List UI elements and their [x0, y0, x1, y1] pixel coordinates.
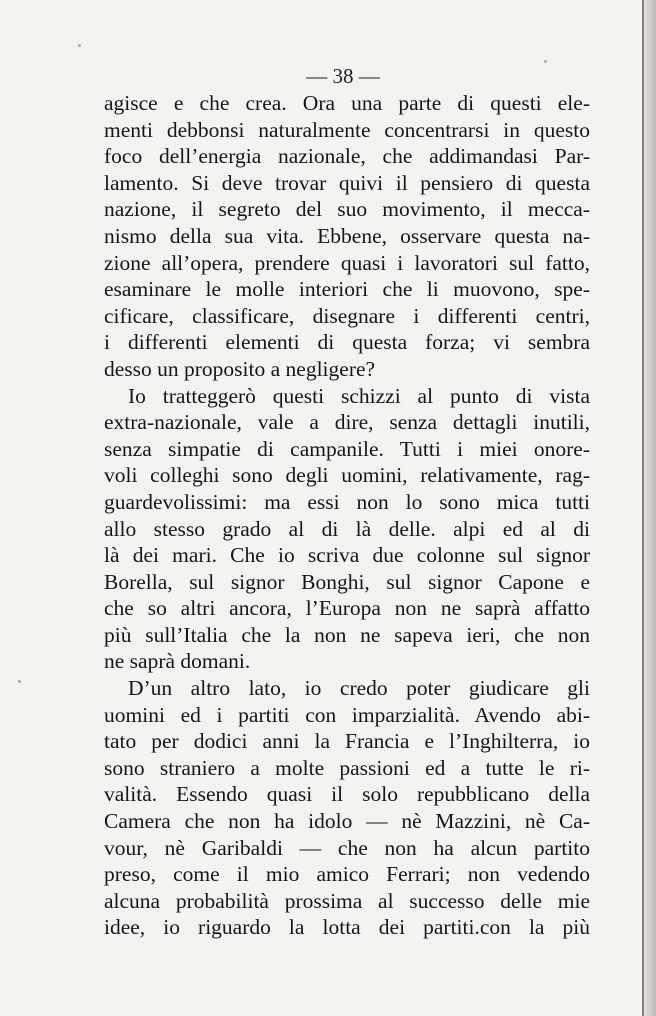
text-line: preso, come il mio amico Ferrari; non vedendo	[104, 862, 590, 887]
text-line: valità. Essendo quasi il solo repubblicano della	[104, 782, 590, 807]
text-line: ne saprà domani.	[104, 649, 251, 674]
body-text	[104, 90, 590, 941]
page-number: — 38 —	[306, 64, 380, 88]
page-edge	[642, 0, 656, 1016]
page-edge-line	[642, 0, 644, 1016]
text-line: nismo della sua vita. Ebbene, osservare questa na-	[104, 223, 590, 248]
text-line: agisce e che crea. Ora una parte di questi ele-	[104, 91, 590, 115]
text-line: vour, nè Garibaldi — che non ha alcun partito	[104, 835, 590, 860]
text-line: nazione, il segreto del suo movimento, il mecca-	[104, 197, 590, 222]
text-line: zione all’opera, prendere quasi i lavoratori sul fatto,	[104, 250, 590, 275]
text-line: sono straniero a molte passioni ed a tutte le ri-	[104, 755, 590, 780]
paper-speck	[544, 60, 547, 63]
text-line: idee, io riguardo la lotta dei partiti.con la più	[104, 915, 590, 940]
text-line: allo stesso grado al di là delle. alpi ed al di	[104, 516, 590, 541]
text-line: i differenti elementi di questa forza; vi sembra	[104, 330, 590, 355]
text-line: extra-nazionale, vale a dire, senza dettagli inutili,	[104, 410, 590, 435]
text-line: più sull’Italia che la non ne sapeva ieri, che non	[104, 622, 590, 647]
text-line: D’un altro lato, io credo poter giudicare gli	[128, 676, 590, 701]
paper-speck	[18, 680, 21, 683]
text-line: desso un proposito a negligere?	[104, 356, 376, 381]
text-line: Camera che non ha idolo — nè Mazzini, nè Ca-	[104, 809, 590, 834]
text-line: uomini ed i partiti con imparzialità. Avendo abi-	[104, 702, 590, 727]
text-line: foco dell’energia nazionale, che addimandasi Par-	[104, 144, 590, 169]
text-line: là dei mari. Che io scriva due colonne sul signor	[104, 543, 590, 568]
text-line: cificare, classificare, disegnare i differenti centri,	[104, 303, 590, 328]
text-line: guardevolissimi: ma essi non lo sono mica tutti	[104, 489, 590, 514]
text-line: alcuna probabilità prossima al successo delle mie	[104, 888, 590, 913]
text-line: voli colleghi sono degli uomini, relativamente, rag-	[104, 463, 590, 488]
text-line: Io tratteggerò questi schizzi al punto di vista	[128, 383, 590, 408]
text-line: menti debbonsi naturalmente concentrarsi in questo	[104, 117, 590, 142]
text-line: tato per dodici anni la Francia e l’Inghilterra, io	[104, 729, 590, 754]
text-line: esaminare le molle interiori che li muovono, spe-	[104, 277, 590, 302]
paper-speck	[78, 44, 81, 47]
text-line: che so altri ancora, l’Europa non ne saprà affatto	[104, 596, 590, 621]
text-line: senza simpatie di campanile. Tutti i miei onore-	[104, 436, 590, 461]
text-line: lamento. Si deve trovar quivi il pensiero di questa	[104, 170, 590, 195]
text-line: Borella, sul signor Bonghi, sul signor Capone e	[104, 569, 590, 594]
